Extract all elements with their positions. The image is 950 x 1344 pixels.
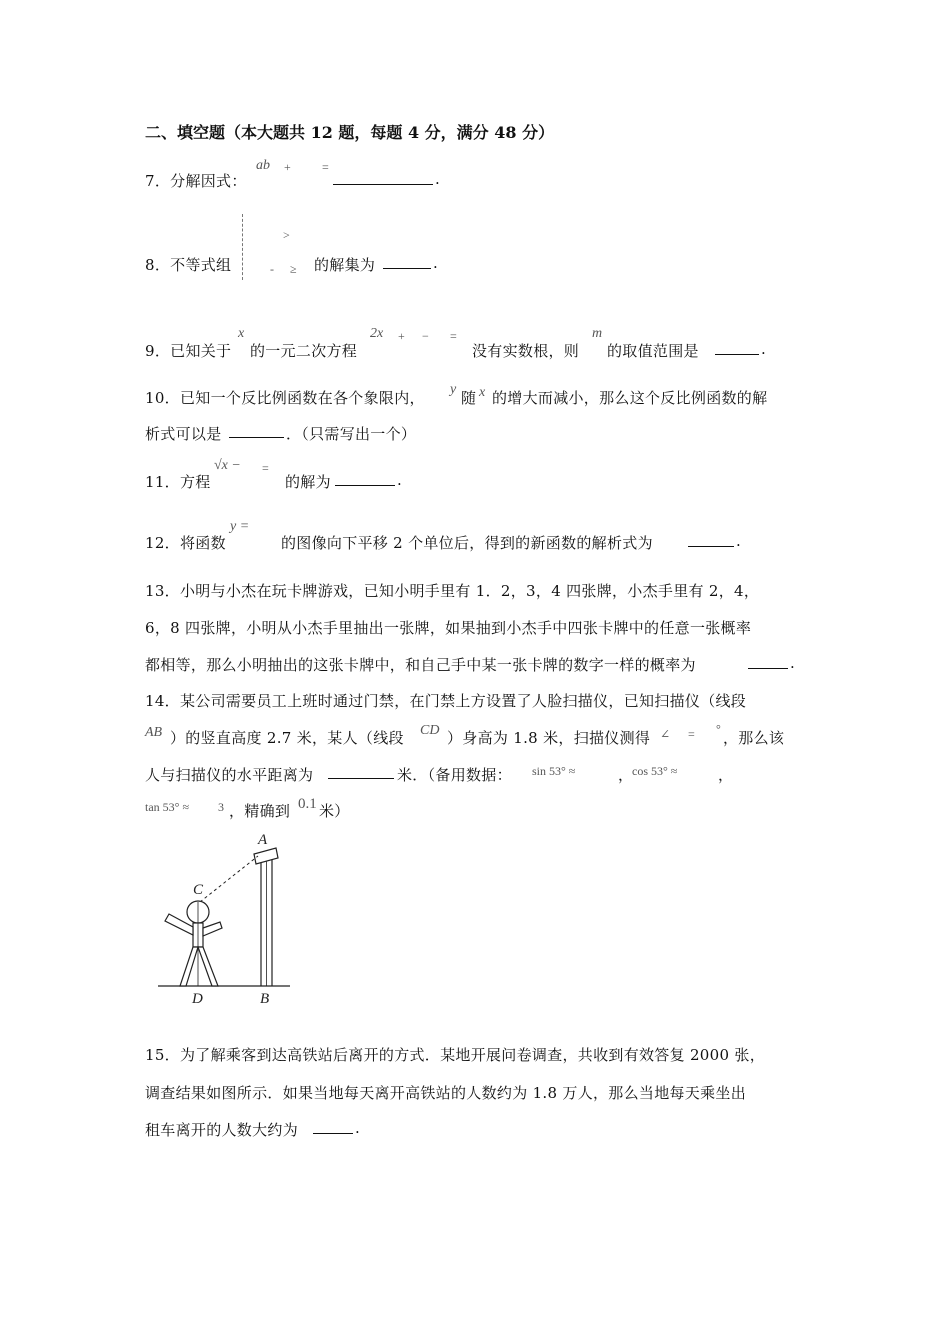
q11-number: 11． (145, 473, 180, 491)
q11-t1: 方程 (180, 473, 211, 491)
q13-answer-blank (748, 654, 788, 669)
q9-t2: 的一元二次方程 (250, 342, 358, 360)
q11-period: . (397, 471, 403, 489)
q8-text (145, 254, 231, 275)
q11-math-sqrt: √x − (214, 458, 241, 473)
q7-math-ab: ab (256, 158, 270, 173)
q14-t2: ）的竖直高度 2.7 米，某人（线段 (170, 729, 404, 747)
q9-period: . (761, 340, 767, 358)
q10-answer-blank (229, 423, 284, 438)
q13-period: . (790, 654, 796, 672)
q10-var-x: x (479, 385, 486, 400)
q8-stem: 不等式组 (170, 256, 232, 274)
q11-answer-blank (335, 471, 395, 486)
q8-brace-icon (242, 214, 243, 280)
q12-math-y: y = (230, 519, 250, 534)
q9-t3: 没有实数根，则 (472, 342, 580, 360)
q14-line3b: 米．（备用数据： (397, 766, 512, 784)
q14-t5: ，精确到 (229, 802, 291, 820)
q14-var-ab: AB (145, 725, 163, 740)
q10-line1-start (145, 387, 425, 408)
label-b: B (260, 991, 270, 1007)
q10-t3: 的增大而减小，那么这个反比例函数的解 (492, 389, 768, 407)
q7-math-plus: + (284, 160, 291, 174)
q15-line2: 调查结果如图所示．如果当地每天离开高铁站的人数约为 1.8 万人，那么当地每天乘坐出 (145, 1084, 746, 1102)
q10-t1: 已知一个反比例函数在各个象限内， (180, 389, 425, 407)
q9-var-x: x (238, 326, 245, 341)
q14-line3a: 人与扫描仪的水平距离为 (145, 766, 314, 784)
q12-t1: 将函数 (180, 534, 226, 552)
q9-number: 9． (145, 342, 171, 360)
q14-angle-equals: = (688, 727, 695, 741)
q14-accuracy: 0.1 (298, 796, 317, 812)
q7-answer-blank (333, 170, 433, 185)
q8-math-minus: - (270, 262, 274, 276)
q14-tan: tan 53° ≈ (145, 800, 190, 814)
person-left-leg (180, 947, 198, 986)
q7-period: . (435, 170, 441, 188)
q7-math-equals: = (322, 160, 329, 174)
q12-answer-blank (688, 532, 734, 547)
q14-comma1: ， (618, 766, 634, 784)
q13-line1: 13．小明与小杰在玩卡牌游戏，已知小明手里有 1．2，3，4 四张牌，小杰手里有 2，4， (145, 582, 760, 600)
q12-number: 12． (145, 534, 180, 552)
section-title: 二、填空题（本大题共 12 题，每题 4 分，满分 48 分） (145, 123, 555, 142)
q9-math-minus: − (422, 329, 429, 343)
scanner-figure (150, 828, 300, 1008)
q8-math-gt: > (283, 228, 290, 242)
q9-t1: 已知关于 (170, 342, 232, 360)
q8-math-geq: ≥ (290, 262, 297, 276)
q11-t2: 的解为 (285, 473, 331, 491)
q7-stem: 分解因式： (170, 172, 247, 190)
q14-sin: sin 53° ≈ (532, 764, 576, 778)
q15-line1: 15．为了解乘客到达高铁站后离开的方式．某地开展问卷调查，共收到有效答复 2000 张， (145, 1046, 766, 1064)
q8-number: 8． (145, 256, 171, 274)
q14-line1: 14．某公司需要员工上班时通过门禁，在门禁上方设置了人脸扫描仪，已知扫描仪（线段 (145, 692, 747, 710)
q8-period: . (433, 254, 439, 272)
q15-period: . (355, 1119, 361, 1137)
q8-answer-blank (383, 254, 431, 269)
q14-var-cd: CD (420, 723, 440, 738)
q10-t2: 随 (461, 389, 477, 407)
q9-t4: 的取值范围是 (607, 342, 699, 360)
label-d: D (192, 991, 203, 1007)
line-of-sight (200, 856, 258, 902)
q14-answer-blank (328, 764, 394, 779)
q7-number: 7． (145, 172, 171, 190)
q12-period: . (736, 532, 742, 550)
q9-number-stem (145, 340, 231, 361)
q14-comma2: ， (718, 766, 734, 784)
q10-number: 10． (145, 389, 180, 407)
q8-after: 的解集为 (314, 256, 376, 274)
q14-t6: 米） (319, 802, 350, 820)
q14-degree: ° (716, 722, 721, 736)
q13-line3: 都相等，那么小明抽出的这张卡牌中，和自己手中某一张卡牌的数字一样的概率为 (145, 656, 696, 674)
q10-line2: 析式可以是 (145, 425, 222, 443)
q14-t4: ，那么该 (723, 729, 785, 747)
q14-t3: ）身高为 1.8 米，扫描仪测得 (447, 729, 651, 747)
q9-answer-blank (715, 340, 759, 355)
q9-math-equals: = (450, 329, 457, 343)
q9-math-2x: 2x (370, 326, 384, 341)
q15-answer-blank (313, 1119, 353, 1134)
q9-math-plus: + (398, 329, 405, 343)
label-c: C (193, 882, 204, 898)
q14-angle-symbol: ∠ (660, 727, 671, 741)
q11-start (145, 471, 211, 492)
q13-line2: 6，8 四张牌，小明从小杰手里抽出一张牌，如果抽到小杰手中四张卡牌中的任意一张概率 (145, 619, 752, 637)
q14-tan-value: 3 (218, 800, 224, 814)
q9-var-m: m (592, 326, 603, 341)
label-a: A (258, 832, 268, 848)
person-right-arm (203, 922, 222, 936)
q7-text (145, 170, 247, 191)
q10-var-y: y (450, 382, 457, 397)
q11-math-equals: = (262, 461, 269, 475)
q12-start (145, 532, 226, 553)
q15-line3: 租车离开的人数大约为 (145, 1121, 299, 1139)
person-right-leg (198, 947, 218, 986)
q12-t2: 的图像向下平移 2 个单位后，得到的新函数的解析式为 (281, 534, 653, 552)
q14-cos: cos 53° ≈ (632, 764, 678, 778)
q10-end: ．（只需写出一个） (286, 425, 417, 443)
